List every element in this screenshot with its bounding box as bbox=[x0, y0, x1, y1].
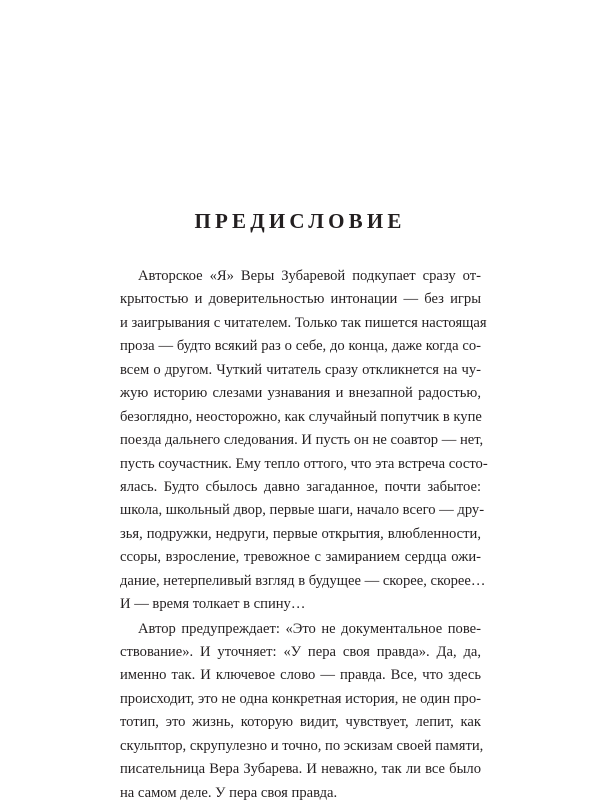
text-line: именно так. И ключевое слово — правда. Все, что здесь bbox=[120, 667, 481, 684]
paragraph-2 bbox=[120, 618, 484, 805]
text-line: на самом деле. У пера своя правда. bbox=[120, 784, 338, 801]
text-line: поезда дальнего следования. И пусть он не соавтор — нет, bbox=[120, 432, 484, 449]
text-line: ялась. Будто сбылось давно загаданное, почти забытое: bbox=[120, 478, 481, 495]
text-line: пусть соучастник. Ему тепло оттого, что эта встреча состо- bbox=[120, 455, 488, 472]
text-line: И — время толкает в спину… bbox=[120, 596, 306, 613]
text-line: зья, подружки, недруги, первые открытия, влюбленности, bbox=[120, 525, 481, 542]
text-line: скульптор, скрупулезно и точно, по эскизам своей памяти, bbox=[120, 737, 484, 754]
text-line: Автор предупреждает: «Это не документальное пове- bbox=[138, 620, 481, 637]
text-line: тотип, это жизнь, которую видит, чувствует, лепит, как bbox=[120, 714, 481, 731]
text-line: ссоры, взросление, тревожное с замиранием сердца ожи- bbox=[120, 549, 481, 566]
chapter-title: ПРЕДИСЛОВИЕ bbox=[194, 209, 406, 233]
text-line: жую историю слезами узнавания и внезапной радостью, bbox=[120, 385, 481, 402]
text-line: школа, школьный двор, первые шаги, начало всего — дру- bbox=[120, 502, 485, 519]
text-line: происходит, это не одна конкретная история, не один про- bbox=[120, 690, 481, 707]
text-line: проза — будто всякий раз о себе, до конца, даже когда со- bbox=[120, 338, 481, 355]
text-line: ствование». И уточняет: «У пера своя правда». Да, да, bbox=[120, 644, 481, 660]
paragraph-1 bbox=[120, 265, 488, 617]
preface-body bbox=[120, 265, 488, 805]
text-line: всем о другом. Чуткий читатель сразу откликнется на чу- bbox=[120, 361, 481, 378]
text-line: писательница Вера Зубарева. И неважно, так ли все было bbox=[120, 761, 481, 778]
text-line: дание, нетерпеливый взгляд в будущее — скорее, скорее… bbox=[120, 572, 486, 589]
text-line: крытостью и доверительностью интонации — без игры bbox=[120, 291, 481, 308]
text-line: Авторское «Я» Веры Зубаревой подкупает сразу от- bbox=[138, 268, 481, 284]
text-line: и заигрывания с читателем. Только так пишется настоящая bbox=[120, 314, 487, 331]
text-line: безоглядно, неосторожно, как случайный попутчик в купе bbox=[120, 408, 482, 425]
